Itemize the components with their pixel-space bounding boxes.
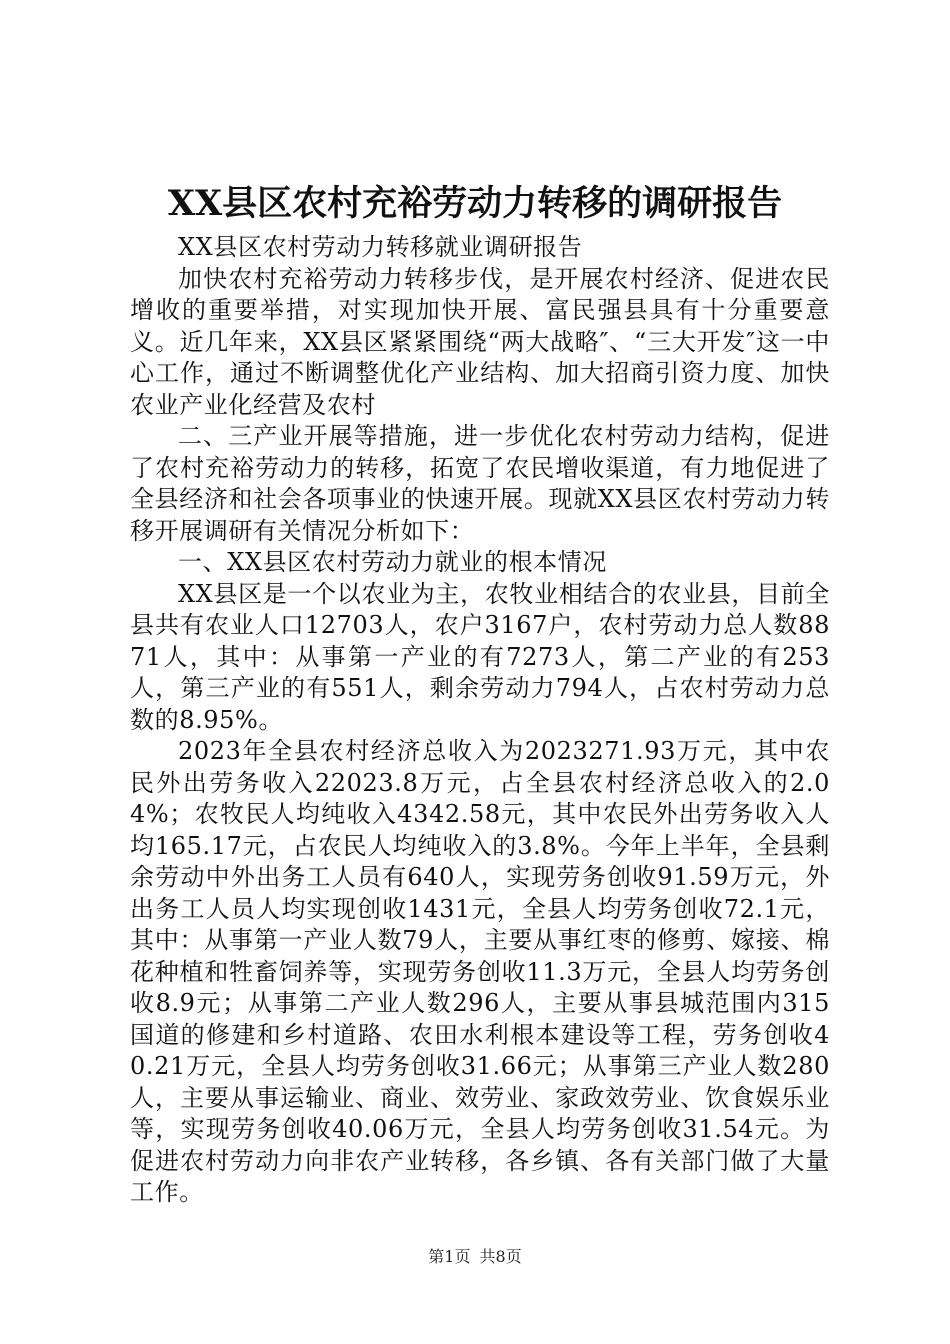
page-number: 第1页 [428,1247,471,1266]
page-footer [0,1246,950,1268]
document-body [130,232,830,1209]
body-paragraph: 2023年全县农村经济总收入为2023271.93万元，其中农民外出劳务收入22023.8万元，占全县农村经济总收入的2.04%；农牧民人均纯收入4342.58元，其中农民外出劳务收入人均165.17元，占农民人均纯收入的3.8%。今年上半年，全县剩余劳动中外出务工人员有640人，实现劳务创收91.59万元，外出务工人员人均实现创收1431元，全县人均劳务创收72.1元，其中：从事第一产业人数79人，主要从事红枣的修剪、嫁接、棉花种植和牲畜饲养等，实现劳务创收11.3万元，全县人均劳务创收8.9元；从事第二产业人数296人，主要从事县城范围内315国道的修建和乡村道路、农田水利根本建设等工程，劳务创收40.21万元，全县人均劳务创收31.66元；从事第三产业人数280人，主要从事运输业、商业、效劳业、家政效劳业、饮食娱乐业等，实现劳务创收40.06万元，全县人均劳务创收31.54元。为促进农村劳动力向非农产业转移，各乡镇、各有关部门做了大量工作。 [130,737,830,1206]
document-title: XX县区农村充裕劳动力转移的调研报告 [167,183,783,224]
body-paragraph: XX县区农村劳动力转移就业调研报告 [178,233,583,261]
body-paragraph: 二、三产业开展等措施，进一步优化农村劳动力结构，促进了农村充裕劳动力的转移，拓宽了农民增收渠道，有力地促进了全县经济和社会各项事业的快速开展。现就XX县区农村劳动力转移开展调研有关情况分析如下： [130,422,830,545]
body-paragraph: 加快农村充裕劳动力转移步伐，是开展农村经济、促进农民增收的重要举措，对实现加快开展、富民强县具有十分重要意义。近几年来，XX县区紧紧围绕“两大战略″、“三大开发″这一中心工作，通过不断调整优化产业结构、加大招商引资力度、加快农业产业化经营及农村 [130,264,830,419]
body-paragraph: XX县区是一个以农业为主，农牧业相结合的农业县，目前全县共有农业人口12703人，农户3167户，农村劳动力总人数8871人，其中：从事第一产业的有7273人，第二产业的有253人，第三产业的有551人，剩余劳动力794人，占农村劳动力总数的8.95%。 [130,579,830,734]
page-total: 共8页 [479,1247,522,1266]
section-heading: 一、XX县区农村劳动力就业的根本情况 [178,548,607,576]
